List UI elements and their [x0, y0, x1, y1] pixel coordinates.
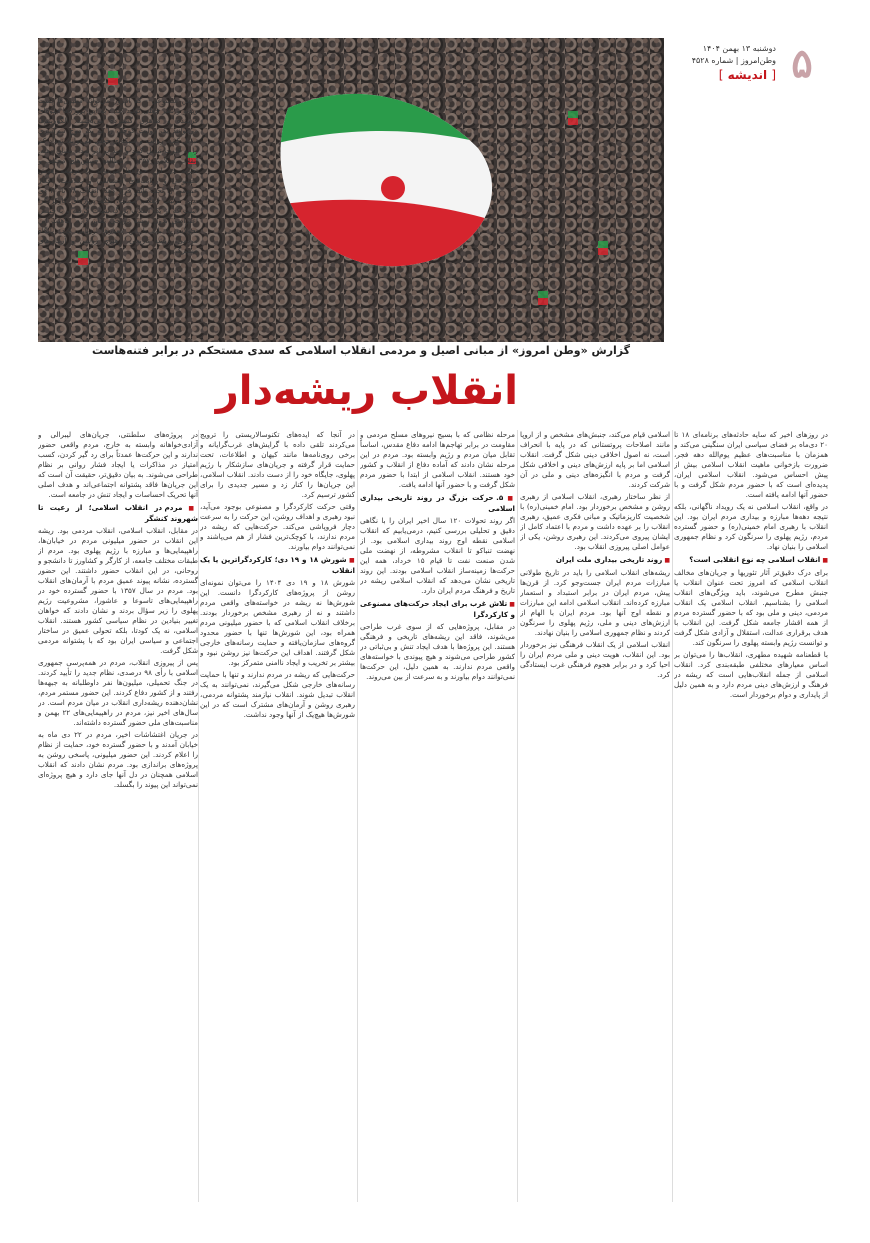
paragraph: در مقابل، پروژه‌هایی که از سوی غرب طراحی می‌شوند، فاقد این ریشه‌های تاریخی و فرهنگی هستند. این پروژه‌ها با هدف ایجاد تنش و بی‌ثباتی در کشور طراحی می‌شوند و هیچ پیوندی با خواسته‌های واقعی مردم ندارند. به همین دلیل، این حرکت‌ها نمی‌توانند دوام بیاورند و به سرعت از بین می‌روند.	[360, 622, 515, 681]
paragraph: انقلاب اسلامی از یک انقلاب فرهنگی نیز برخوردار بود. این انقلاب، هویت دینی و ملی مردم ایران را احیا کرد و در برابر هجوم فرهنگی غرب ایستادگی کرد.	[520, 640, 670, 679]
text-column-2	[200, 430, 355, 1202]
paragraph: از نظر ساختار رهبری، انقلاب اسلامی از رهبری روشن و مشخص برخوردار بود. امام خمینی(ره) با شخصیت کاریزماتیک و مبانی فکری عمیق، رهبری انقلاب را بر عهده داشت و مردم با اعتماد کامل از ایشان پیروی می‌کردند. این رهبری روشن، یکی از عوامل اصلی پیروزی انقلاب بود.	[520, 492, 670, 551]
subheading: ■ تلاش غرب برای ایجاد حرکت‌های مصنوعی و کارکردگرا	[360, 599, 515, 620]
page-header	[666, 38, 828, 90]
subheading: ■ مردم در انقلاب اسلامی؛ از رعیت تا شهروند کنشگر	[38, 503, 198, 524]
subheading: ■ انقلاب اسلامی چه نوع انقلابی است؟	[674, 555, 828, 566]
paragraph: اسلامی قیام می‌کند، جنبش‌های مشخص و از اروپا مانند اصلاحات پروتستانی که در پایه با انحراف است، نه اصول اخلاقی دینی شکل گرفت. انقلاب اسلامی اما بر پایه ارزش‌های دینی و اخلاقی شکل گرفت و مردم با انگیزه‌های دینی و ملی در آن شرکت کردند.	[520, 430, 670, 489]
text-column-4	[520, 430, 670, 1202]
paragraph: ریشه‌های انقلاب اسلامی را باید در تاریخ طولانی مبارزات مردم ایران جست‌وجو کرد. از قرن‌ها پیش، مردم ایران در برابر استبداد و استعمار مبارزه کرده‌اند. انقلاب اسلامی ادامه این مبارزات و نقطه اوج آنها بود. مردم ایران با الهام از ارزش‌های دینی و ملی، رژیم پهلوی را سرنگون کردند و نظام جمهوری اسلامی را بنیان نهادند.	[520, 568, 670, 637]
issue-number: وطن‌امروز | شماره ۴۵۲۸	[691, 56, 776, 65]
paragraph: در جریان اغتشاشات اخیر، مردم در ۲۲ دی ماه به خیابان آمدند و با حضور گسترده خود، حمایت از نظام را اعلام کردند. این حضور میلیونی، پاسخی روشن به پروژه‌های براندازی بود. مردم نشان دادند که انقلاب اسلامی همچنان در دل آنها جای دارد و هیچ پروژه‌ای نمی‌تواند این پیوند را بگسلد.	[38, 730, 198, 789]
paragraph: حرکت‌هایی که ریشه در مردم ندارند و تنها با حمایت رسانه‌های خارجی شکل می‌گیرند، نمی‌توانند به یک انقلاب تبدیل شوند. انقلاب نیازمند پشتوانه مردمی، رهبری روشن و آرمان‌های مشترک است که در این شورش‌ها هیچ‌یک از آنها وجود نداشت.	[200, 670, 355, 719]
subheading: ■ روند تاریخی بیداری ملت ایران	[520, 555, 670, 566]
paragraph: پس از پیروزی انقلاب، مردم در همه‌پرسی جمهوری اسلامی با رأی ۹۸ درصدی، نظام جدید را تأیید کردند. در جنگ تحمیلی، میلیون‌ها نفر داوطلبانه به جبهه‌ها رفتند و از کشور دفاع کردند. این حضور مستمر مردم، نشان‌دهنده ریشه‌داری انقلاب در میان مردم است. در سال‌های اخیر نیز، مردم در راهپیمایی‌های ۲۲ بهمن و مناسبت‌های ملی حضور گسترده داشته‌اند.	[38, 658, 198, 727]
text-column-3	[360, 430, 515, 1202]
photo-caption: گزارش «وطن امروز» از مبانی اصیل و مردمی انقلاب اسلامی که سدی مستحکم در برابر فتنه‌هاست	[91, 344, 631, 357]
text-column-1	[38, 430, 198, 1202]
paragraph: شورش ۱۸ و ۱۹ دی ۱۴۰۴ را می‌توان نمونه‌ای روشن از پروژه‌های کارکردگرا دانست. این شورش‌ها نه ریشه در خواسته‌های واقعی مردم داشتند و نه از رهبری مشخص برخوردار بودند. برخلاف انقلاب اسلامی که با حضور میلیونی مردم همراه بود، این شورش‌ها تنها با حضور محدود گروه‌های سازمان‌یافته و حمایت رسانه‌های خارجی شکل گرفتند. اهداف این حرکت‌ها نیز روشن نبود و بیشتر بر تخریب و ایجاد ناامنی متمرکز بود.	[200, 578, 355, 667]
column-divider	[357, 430, 358, 1202]
paragraph: در مقابل، انقلاب اسلامی، انقلاب مردمی بود. ریشه این انقلاب در حضور میلیونی مردم در خیابان‌ها، راهپیمایی‌ها و مبارزه با رژیم پهلوی بود. مردم از طبقات مختلف جامعه، از کارگر و کشاورز تا دانشجو و روحانی، در این انقلاب حضور داشتند. این حضور گسترده، نشانه پیوند عمیق مردم با آرمان‌های انقلاب بود. مردم در سال ۱۳۵۷ با حضور گسترده خود در راهپیمایی‌های تاسوعا و عاشورا، مشروعیت رژیم پهلوی را زیر سؤال بردند و نشان دادند که خواهان تغییر بنیادین در نظام سیاسی کشور هستند. انقلاب اسلامی، نه یک کودتا، بلکه تحولی عمیق در ساختار اجتماعی و سیاسی ایران بود که با پشتوانه مردمی شکل گرفت.	[38, 526, 198, 655]
paragraph: در روزهای اخیر که سایه حادثه‌های برنامه‌ای ۱۸ تا ۲۰ دی‌ماه بر فضای سیاسی ایران سنگینی می‌کند و همزمان با مناسبت‌های عظیم یوم‌الله دهه فجر، ضرورت بازخوانی ماهیت انقلاب اسلامی بیش از پیش احساس می‌شود. انقلاب اسلامی ایران، پدیده‌ای است که با حضور مردم شکل گرفت و با حضور آنها ادامه یافته است.	[674, 430, 828, 499]
paragraph: وقتی حرکت کارکردگرا و مصنوعی بوجود می‌آید، نبود رهبری و اهداف روشن، این حرکت را به سرعت دچار فروپاشی می‌کند. حرکت‌هایی که ریشه در مردم ندارند، با کوچک‌ترین فشار از هم می‌پاشند و نمی‌توانند دوام بیاورند.	[200, 502, 355, 551]
text-column-5	[674, 430, 828, 1202]
bracket-close: ]	[718, 68, 724, 82]
headline: انقلاب ریشه‌دار	[215, 368, 518, 414]
paragraph: در واقع، انقلاب اسلامی نه یک رویداد ناگهانی، بلکه نتیجه دهه‌ها مبارزه و بیداری مردم ایران بود. این انقلاب با رهبری امام خمینی(ره) و حضور گسترده مردم، رژیم پهلوی را سرنگون کرد و نظام جمهوری اسلامی را بنیان نهاد.	[674, 502, 828, 551]
paragraph: برای درک دقیق‌تر آثار تئوریها و جریان‌های مخالف انقلاب اسلامی که امروز تحت عنوان انقلاب یا جنبش مطرح می‌شوند، باید ویژگی‌های انقلاب اسلامی را بشناسیم. انقلاب اسلامی یک انقلاب مردمی، دینی و ملی بود که با حضور گسترده مردم از همه اقشار جامعه شکل گرفت. این انقلاب با هدف برقراری عدالت، استقلال و آزادی شکل گرفت و توانست رژیم وابسته پهلوی را سرنگون کند.	[674, 568, 828, 647]
column-divider	[672, 430, 673, 1202]
newspaper-page	[38, 38, 828, 1208]
paragraph: در آنجا که ایده‌های تکنوسالاریستی را ترویج می‌کردند تلقی داده با گرایش‌های غرب‌گرایانه و برخی روی‌نامه‌ها مانند کیهان و اطلاعات، تحت حمایت قرار گرفته و جریان‌های سازشکار با رژیم پهلوی، جایگاه خود را از دست دادند. انقلاب اسلامی، این جریان‌ها را کنار زد و مسیر جدیدی را برای کشور ترسیم کرد.	[200, 430, 355, 499]
intro-column: هوش مصنوعی - که امروز می‌تواند میلیون‌ها پست ویدئو و نظر جعلی تولید کند - به این پروژه‌ها جلوه‌ای فریبنده و ظاهری گسترده می‌بخشد. الگوریتم‌ها می‌توانند یک روایت کوچک را به یک موج سراسری تبدیل کنند، روایت و شبکه‌ای جعلی می‌توانند تعداد کم را به کثرت تبدیل کنند و چند بر ابر تعداد نشان دهند. انقلاب اسلامی ۱۳۵۷ با مطالعه جنبش‌های مختلف و تجربه در این حوزه‌ها می‌تواند با توسعه هوش مصنوعی و روایت‌های احساسی و یکدست، افکار عمومی را تحت تأثیر قرار دهد. انقلاب ۱۸ تا ۲۰ دی بدین ترتیب انقلاب نیست، بلکه پروژه‌ای کارکردگرا است که از یک انقلاب بزرگ نشأت گرفته و با جنبش اعتراضی بدون ریشه تاریخی تمایز دارد. ماهیت این تحولات را باید با این معیارها ارزیابی کرد: پایگاه مردمی، ریشه تاریخی، رهبری روشن و آرمان‌های مشترک.	[38, 96, 198, 255]
column-divider	[198, 430, 199, 1202]
column-divider	[517, 430, 518, 1202]
paragraph: در پروژه‌های سلطنتی، جریان‌های لیبرالی و آزادی‌خواهانه وابسته به خارج، مردم واقعی حضور ندارند و این حرکت‌ها عمدتاً برای رد گیر کردن، کسب امتیاز در مذاکرات یا ایجاد فشار روانی بر نظام طراحی می‌شوند. به بیان دقیق‌تر، حقیقت آن است که این جریان‌ها فاقد پشتوانه اجتماعی‌اند و هدف اصلی آنها تحریک احساسات و ایجاد تنش در جامعه است.	[38, 430, 198, 499]
subheading: ■ شورش ۱۸ و ۱۹ دی؛ کارکردگراترین یا یک انقلاب	[200, 555, 355, 576]
page-number: ۵	[791, 40, 813, 87]
paragraph: اگر روند تحولات ۱۲۰ سال اخیر ایران را با نگاهی دقیق و تحلیلی بررسی کنیم، درمی‌یابیم که انقلاب اسلامی نقطه اوج روند بیداری اسلامی بود. از نهضت تنباکو تا انقلاب مشروطه، از نهضت ملی شدن صنعت نفت تا قیام ۱۵ خرداد، همه این حرکت‌ها زمینه‌ساز انقلاب اسلامی بودند. این روند تاریخی نشان می‌دهد که انقلاب اسلامی ریشه در تاریخ و فرهنگ مردم ایران دارد.	[360, 516, 515, 595]
bracket-open: [	[771, 68, 776, 82]
section-label: اندیشه	[727, 68, 768, 82]
paragraph: مرحله نظامی که با بسیج نیروهای مسلح مردمی و مقاومت در برابر تهاجم‌ها ادامه دفاع مقدس، اساساً تقابل میان مردم و رژیم وابسته بود. مردم در این مرحله نشان دادند که آماده دفاع از انقلاب و کشور خود هستند. انقلاب اسلامی از ابتدا با حضور مردم شکل گرفت و با حضور آنها ادامه یافت.	[360, 430, 515, 489]
section-name	[719, 68, 776, 82]
paragraph: با قطعنامه شهیده مطهری، انقلاب‌ها را می‌توان بر اساس معیارهای مختلفی طبقه‌بندی کرد. انقلاب اسلامی از جمله انقلاب‌هایی است که ریشه در فرهنگ و ارزش‌های دینی مردم دارد و به همین دلیل از پایداری و دوام برخوردار است.	[674, 650, 828, 699]
subheading: ■ ۵. حرکت بزرگ در روند تاریخی بیداری اسلامی	[360, 493, 515, 514]
issue-date: دوشنبه ۱۳ بهمن ۱۴۰۴	[702, 44, 776, 53]
